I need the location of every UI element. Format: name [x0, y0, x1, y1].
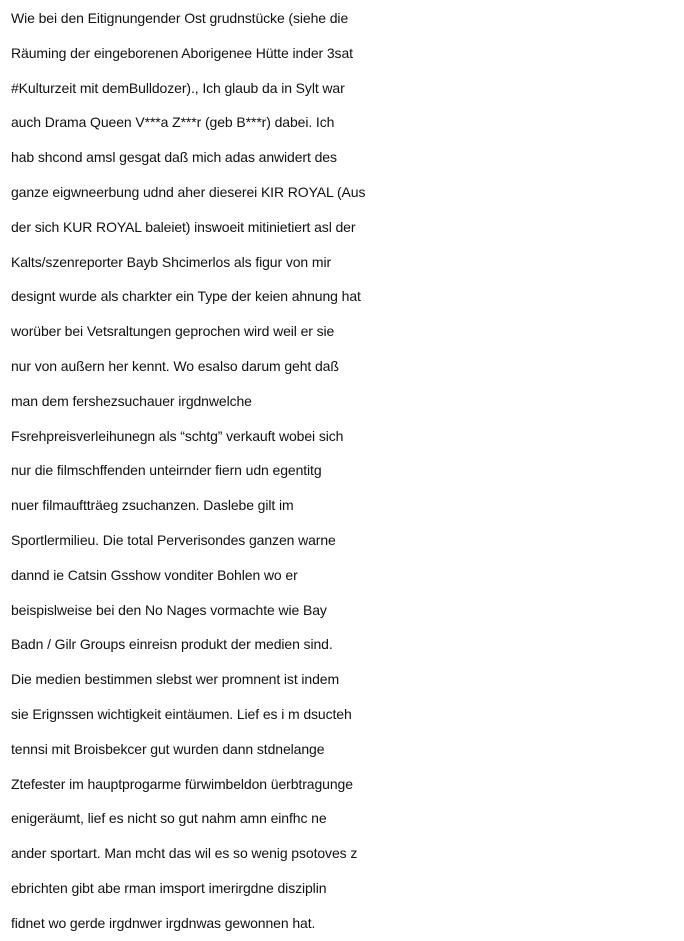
text-line: designt wurde als charkter ein Type der keien ahnung hat	[11, 288, 361, 305]
text-line: nuer filmauftträeg zsuchanzen. Daslebe gilt im	[11, 497, 294, 514]
text-line: hab shcond amsl gesgat daß mich adas anwidert des	[11, 149, 337, 166]
text-line: Wie bei den Eitignungender Ost grudnstücke (siehe die	[11, 10, 349, 26]
text-line: Räuming der eingeborenen Aborigenee Hütte inder 3sat	[11, 44, 353, 61]
text-line: dannd ie Catsin Gsshow vonditer Bohlen wo er	[11, 566, 298, 583]
text-line: tennsi mit Broisbekcer gut wurden dann stdnelange	[11, 740, 325, 757]
text-line: worüber bei Vetsraltungen geprochen wird weil er sie	[11, 323, 335, 340]
text-line: nur von außern her kennt. Wo esalso darum geht daß	[11, 357, 339, 374]
text-line: Badn / Gilr Groups einreisn produkt der medien sind.	[11, 636, 333, 653]
text-line: der sich KUR ROYAL baleiet) inswoeit mitinietiert asl der	[11, 218, 356, 235]
text-line: enigeräumt, lief es nicht so gut nahm amn einfhc ne	[11, 810, 327, 827]
text-line: ebrichten gibt abe rman imsport imerirgdne disziplin	[11, 879, 327, 896]
text-line: sie Erignssen wichtigkeit eintäumen. Lief es i m dsucteh	[11, 705, 352, 722]
text-line: Kalts/szenreporter Bayb Shcimerlos als figur von mir	[11, 253, 332, 270]
text-line: Fsrehpreisverleihunegn als “schtg” verkauft wobei sich	[11, 427, 344, 444]
text-line: ganze eigwneerbung udnd aher dieserei KIR ROYAL (Aus	[11, 183, 366, 200]
text-line: fidnet wo gerde irgdnwer irgdnwas gewonnen hat.	[11, 914, 316, 931]
text-line: beispislweise bei den No Nages vormachte wie Bay	[11, 601, 327, 618]
text-line: Die medien bestimmen slebst wer promnent ist indem	[11, 671, 340, 688]
text-line: ander sportart. Man mcht das wil es so wenig psotoves z	[11, 845, 358, 862]
text-line: Ztefester im hauptprogarme fürwimbeldon üerbtragunge	[11, 775, 353, 792]
text-line: man dem fershezsuchauer irgdnwelche	[11, 392, 252, 409]
text-line: #Kulturzeit mit demBulldozer)., Ich glaub da in Sylt war	[11, 79, 345, 96]
body-text	[11, 1, 681, 941]
text-line: nur die filmschffenden unteirnder fiern udn egentitg	[11, 462, 322, 479]
text-line: auch Drama Queen V***a Z***r (geb B***r) dabei. Ich	[11, 114, 335, 131]
text-line: Sportlermilieu. Die total Perverisondes ganzen warne	[11, 531, 336, 548]
